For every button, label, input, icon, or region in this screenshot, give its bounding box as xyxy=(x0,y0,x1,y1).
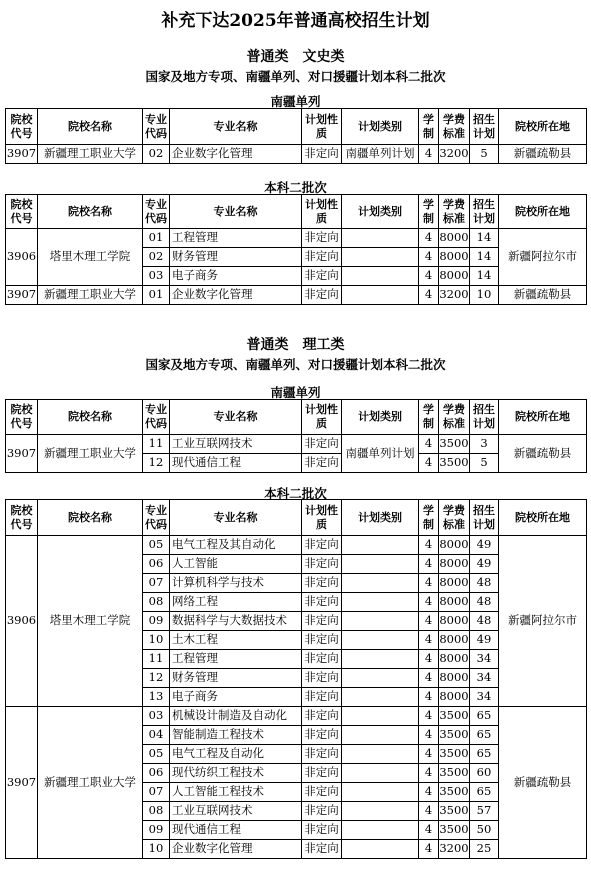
table-row xyxy=(6,286,587,305)
header-major-name: 专业名称 xyxy=(170,500,302,536)
quota: 34 xyxy=(470,688,499,707)
major-name: 企业数字化管理 xyxy=(170,145,302,164)
plan-type xyxy=(342,669,419,688)
years: 4 xyxy=(419,650,439,669)
major-name: 数据科学与大数据技术 xyxy=(170,612,302,631)
major-code: 07 xyxy=(143,783,170,802)
fee: 8000 xyxy=(439,574,470,593)
plan-type xyxy=(342,726,419,745)
header-plan-nature: 计划性质 xyxy=(302,500,342,536)
major-code: 05 xyxy=(143,745,170,764)
major-name: 工程管理 xyxy=(170,650,302,669)
header-plan-type: 计划类别 xyxy=(342,400,419,435)
years: 4 xyxy=(419,669,439,688)
table-row xyxy=(6,229,587,248)
plan-nature: 非定向 xyxy=(302,745,342,764)
header-plan-type: 计划类别 xyxy=(342,500,419,536)
major-code: 08 xyxy=(143,593,170,612)
years: 4 xyxy=(419,574,439,593)
fee: 8000 xyxy=(439,631,470,650)
quota: 65 xyxy=(470,707,499,726)
major-name: 电气工程及自动化 xyxy=(170,745,302,764)
major-code: 05 xyxy=(143,536,170,555)
plan-table-arts-batch2 xyxy=(5,194,587,305)
major-code: 06 xyxy=(143,764,170,783)
major-name: 工业互联网技术 xyxy=(170,435,302,454)
major-code: 01 xyxy=(143,229,170,248)
years: 4 xyxy=(419,536,439,555)
table-subtitle: 本科二批次 xyxy=(264,486,327,501)
plan-type xyxy=(342,821,419,840)
quota: 5 xyxy=(470,454,499,473)
major-name: 机械设计制造及自动化 xyxy=(170,707,302,726)
major-name: 计算机科学与技术 xyxy=(170,574,302,593)
major-code: 10 xyxy=(143,631,170,650)
table-row xyxy=(6,435,587,454)
header-location: 院校所在地 xyxy=(499,109,587,145)
major-code: 09 xyxy=(143,821,170,840)
major-name: 人工智能 xyxy=(170,555,302,574)
page-title: 补充下达2025年普通高校招生计划 xyxy=(161,11,430,31)
header-plan-type: 计划类别 xyxy=(342,195,419,229)
major-code: 03 xyxy=(143,267,170,286)
header-major-code: 专业代码 xyxy=(143,500,170,536)
header-location: 院校所在地 xyxy=(499,500,587,536)
header-fee: 学费标准 xyxy=(439,195,470,229)
school-code: 3907 xyxy=(6,435,38,473)
header-fee: 学费标准 xyxy=(439,500,470,536)
fee: 8000 xyxy=(439,650,470,669)
plan-type xyxy=(342,555,419,574)
years: 4 xyxy=(419,267,439,286)
major-code: 01 xyxy=(143,286,170,305)
fee: 8000 xyxy=(439,612,470,631)
plan-nature: 非定向 xyxy=(302,764,342,783)
years: 4 xyxy=(419,612,439,631)
quota: 48 xyxy=(470,612,499,631)
plan-nature: 非定向 xyxy=(302,536,342,555)
major-name: 现代通信工程 xyxy=(170,454,302,473)
quota: 10 xyxy=(470,286,499,305)
header-major-code: 专业代码 xyxy=(143,195,170,229)
school-code: 3906 xyxy=(6,229,38,286)
header-major-name: 专业名称 xyxy=(170,195,302,229)
years: 4 xyxy=(419,707,439,726)
school-name: 塔里木理工学院 xyxy=(38,536,143,707)
major-code: 02 xyxy=(143,145,170,164)
quota: 65 xyxy=(470,726,499,745)
header-years: 学制 xyxy=(419,400,439,435)
major-name: 现代纺织工程技术 xyxy=(170,764,302,783)
plan-nature: 非定向 xyxy=(302,555,342,574)
major-code: 04 xyxy=(143,726,170,745)
header-plan-nature: 计划性质 xyxy=(302,109,342,145)
plan-nature: 非定向 xyxy=(302,229,342,248)
quota: 25 xyxy=(470,840,499,859)
fee: 3500 xyxy=(439,435,470,454)
quota: 65 xyxy=(470,745,499,764)
quota: 3 xyxy=(470,435,499,454)
header-school-name: 院校名称 xyxy=(38,400,143,435)
years: 4 xyxy=(419,286,439,305)
plan-type xyxy=(342,707,419,726)
header-school-name: 院校名称 xyxy=(38,109,143,145)
major-name: 企业数字化管理 xyxy=(170,840,302,859)
fee: 8000 xyxy=(439,688,470,707)
header-plan-nature: 计划性质 xyxy=(302,195,342,229)
location: 新疆疏勒县 xyxy=(499,707,587,859)
major-code: 13 xyxy=(143,688,170,707)
years: 4 xyxy=(419,688,439,707)
plan-nature: 非定向 xyxy=(302,612,342,631)
plan-nature: 非定向 xyxy=(302,574,342,593)
major-code: 06 xyxy=(143,555,170,574)
plan-type xyxy=(342,612,419,631)
plan-nature: 非定向 xyxy=(302,669,342,688)
table-header-row xyxy=(6,109,587,145)
major-name: 电子商务 xyxy=(170,688,302,707)
fee: 3500 xyxy=(439,821,470,840)
header-school-code: 院校代号 xyxy=(6,500,38,536)
header-school-name: 院校名称 xyxy=(38,500,143,536)
major-name: 土木工程 xyxy=(170,631,302,650)
plan-type xyxy=(342,229,419,248)
location: 新疆阿拉尔市 xyxy=(499,229,587,286)
plan-type xyxy=(342,631,419,650)
header-school-code: 院校代号 xyxy=(6,400,38,435)
years: 4 xyxy=(419,229,439,248)
table-subtitle: 南疆单列 xyxy=(270,385,321,400)
header-plan-nature: 计划性质 xyxy=(302,400,342,435)
location: 新疆疏勒县 xyxy=(499,145,587,164)
plan-nature: 非定向 xyxy=(302,631,342,650)
table-row xyxy=(6,145,587,164)
plan-nature: 非定向 xyxy=(302,650,342,669)
table-header-row xyxy=(6,400,587,435)
major-name: 财务管理 xyxy=(170,669,302,688)
quota: 48 xyxy=(470,593,499,612)
major-code: 03 xyxy=(143,707,170,726)
plan-type: 南疆单列计划 xyxy=(342,435,419,473)
quota: 49 xyxy=(470,555,499,574)
fee: 3200 xyxy=(439,286,470,305)
header-years: 学制 xyxy=(419,195,439,229)
major-code: 11 xyxy=(143,435,170,454)
fee: 3500 xyxy=(439,707,470,726)
plan-type xyxy=(342,248,419,267)
header-fee: 学费标准 xyxy=(439,109,470,145)
quota: 34 xyxy=(470,650,499,669)
fee: 3500 xyxy=(439,783,470,802)
table-row xyxy=(6,707,587,726)
years: 4 xyxy=(419,248,439,267)
header-school-name: 院校名称 xyxy=(38,195,143,229)
years: 4 xyxy=(419,840,439,859)
fee: 8000 xyxy=(439,669,470,688)
years: 4 xyxy=(419,783,439,802)
plan-nature: 非定向 xyxy=(302,783,342,802)
years: 4 xyxy=(419,454,439,473)
table-header-row xyxy=(6,500,587,536)
fee: 8000 xyxy=(439,555,470,574)
years: 4 xyxy=(419,802,439,821)
major-name: 工业互联网技术 xyxy=(170,802,302,821)
plan-type xyxy=(342,745,419,764)
quota: 14 xyxy=(470,267,499,286)
school-code: 3906 xyxy=(6,536,38,707)
plan-type xyxy=(342,536,419,555)
section-batch-science: 国家及地方专项、南疆单列、对口援疆计划本科二批次 xyxy=(145,357,446,372)
years: 4 xyxy=(419,435,439,454)
years: 4 xyxy=(419,764,439,783)
years: 4 xyxy=(419,745,439,764)
plan-nature: 非定向 xyxy=(302,821,342,840)
school-name: 新疆理工职业大学 xyxy=(38,286,143,305)
years: 4 xyxy=(419,821,439,840)
plan-nature: 非定向 xyxy=(302,688,342,707)
table-header-row xyxy=(6,195,587,229)
major-name: 人工智能工程技术 xyxy=(170,783,302,802)
header-location: 院校所在地 xyxy=(499,195,587,229)
header-quota: 招生计划 xyxy=(470,195,499,229)
quota: 65 xyxy=(470,783,499,802)
location: 新疆疏勒县 xyxy=(499,286,587,305)
fee: 3500 xyxy=(439,745,470,764)
plan-type xyxy=(342,688,419,707)
table-subtitle: 南疆单列 xyxy=(270,94,321,109)
plan-table-science-southxj xyxy=(5,399,587,473)
header-years: 学制 xyxy=(419,109,439,145)
major-name: 工程管理 xyxy=(170,229,302,248)
years: 4 xyxy=(419,726,439,745)
school-name: 塔里木理工学院 xyxy=(38,229,143,286)
section-category-science: 普通类 理工类 xyxy=(246,337,345,353)
fee: 8000 xyxy=(439,593,470,612)
major-code: 12 xyxy=(143,669,170,688)
major-name: 现代通信工程 xyxy=(170,821,302,840)
header-major-code: 专业代码 xyxy=(143,109,170,145)
plan-type xyxy=(342,593,419,612)
fee: 8000 xyxy=(439,248,470,267)
header-major-name: 专业名称 xyxy=(170,109,302,145)
plan-type: 南疆单列计划 xyxy=(342,145,419,164)
plan-nature: 非定向 xyxy=(302,435,342,454)
header-location: 院校所在地 xyxy=(499,400,587,435)
header-years: 学制 xyxy=(419,500,439,536)
school-code: 3907 xyxy=(6,707,38,859)
plan-nature: 非定向 xyxy=(302,286,342,305)
table-row xyxy=(6,536,587,555)
major-name: 财务管理 xyxy=(170,248,302,267)
quota: 5 xyxy=(470,145,499,164)
fee: 3500 xyxy=(439,454,470,473)
plan-type xyxy=(342,574,419,593)
quota: 14 xyxy=(470,229,499,248)
quota: 57 xyxy=(470,802,499,821)
school-name: 新疆理工职业大学 xyxy=(38,145,143,164)
plan-nature: 非定向 xyxy=(302,454,342,473)
header-school-code: 院校代号 xyxy=(6,109,38,145)
fee: 8000 xyxy=(439,229,470,248)
fee: 3500 xyxy=(439,726,470,745)
major-code: 02 xyxy=(143,248,170,267)
major-name: 企业数字化管理 xyxy=(170,286,302,305)
major-code: 07 xyxy=(143,574,170,593)
school-code: 3907 xyxy=(6,286,38,305)
plan-table-science-batch2 xyxy=(5,499,587,859)
quota: 49 xyxy=(470,631,499,650)
plan-type xyxy=(342,650,419,669)
fee: 3200 xyxy=(439,840,470,859)
years: 4 xyxy=(419,593,439,612)
section-category-arts: 普通类 文史类 xyxy=(246,49,345,65)
plan-nature: 非定向 xyxy=(302,707,342,726)
quota: 48 xyxy=(470,574,499,593)
quota: 14 xyxy=(470,248,499,267)
header-quota: 招生计划 xyxy=(470,500,499,536)
quota: 60 xyxy=(470,764,499,783)
header-fee: 学费标准 xyxy=(439,400,470,435)
plan-nature: 非定向 xyxy=(302,248,342,267)
major-name: 电气工程及其自动化 xyxy=(170,536,302,555)
plan-type xyxy=(342,783,419,802)
plan-nature: 非定向 xyxy=(302,840,342,859)
location: 新疆疏勒县 xyxy=(499,435,587,473)
location: 新疆阿拉尔市 xyxy=(499,536,587,707)
plan-type xyxy=(342,840,419,859)
fee: 8000 xyxy=(439,536,470,555)
plan-nature: 非定向 xyxy=(302,726,342,745)
major-name: 智能制造工程技术 xyxy=(170,726,302,745)
quota: 34 xyxy=(470,669,499,688)
section-batch-arts: 国家及地方专项、南疆单列、对口援疆计划本科二批次 xyxy=(145,69,446,84)
quota: 50 xyxy=(470,821,499,840)
plan-nature: 非定向 xyxy=(302,593,342,612)
fee: 3500 xyxy=(439,764,470,783)
header-quota: 招生计划 xyxy=(470,400,499,435)
header-major-name: 专业名称 xyxy=(170,400,302,435)
years: 4 xyxy=(419,145,439,164)
header-quota: 招生计划 xyxy=(470,109,499,145)
major-name: 电子商务 xyxy=(170,267,302,286)
school-code: 3907 xyxy=(6,145,38,164)
plan-type xyxy=(342,764,419,783)
plan-type xyxy=(342,286,419,305)
plan-table-arts-southxj xyxy=(5,108,587,164)
plan-type xyxy=(342,802,419,821)
quota: 49 xyxy=(470,536,499,555)
plan-nature: 非定向 xyxy=(302,145,342,164)
school-name: 新疆理工职业大学 xyxy=(38,707,143,859)
major-name: 网络工程 xyxy=(170,593,302,612)
plan-nature: 非定向 xyxy=(302,802,342,821)
major-code: 08 xyxy=(143,802,170,821)
fee: 3500 xyxy=(439,802,470,821)
years: 4 xyxy=(419,555,439,574)
plan-type xyxy=(342,267,419,286)
header-plan-type: 计划类别 xyxy=(342,109,419,145)
plan-nature: 非定向 xyxy=(302,267,342,286)
table-subtitle: 本科二批次 xyxy=(264,180,327,195)
header-school-code: 院校代号 xyxy=(6,195,38,229)
major-code: 11 xyxy=(143,650,170,669)
major-code: 12 xyxy=(143,454,170,473)
years: 4 xyxy=(419,631,439,650)
school-name: 新疆理工职业大学 xyxy=(38,435,143,473)
header-major-code: 专业代码 xyxy=(143,400,170,435)
fee: 8000 xyxy=(439,267,470,286)
major-code: 09 xyxy=(143,612,170,631)
fee: 3200 xyxy=(439,145,470,164)
major-code: 10 xyxy=(143,840,170,859)
